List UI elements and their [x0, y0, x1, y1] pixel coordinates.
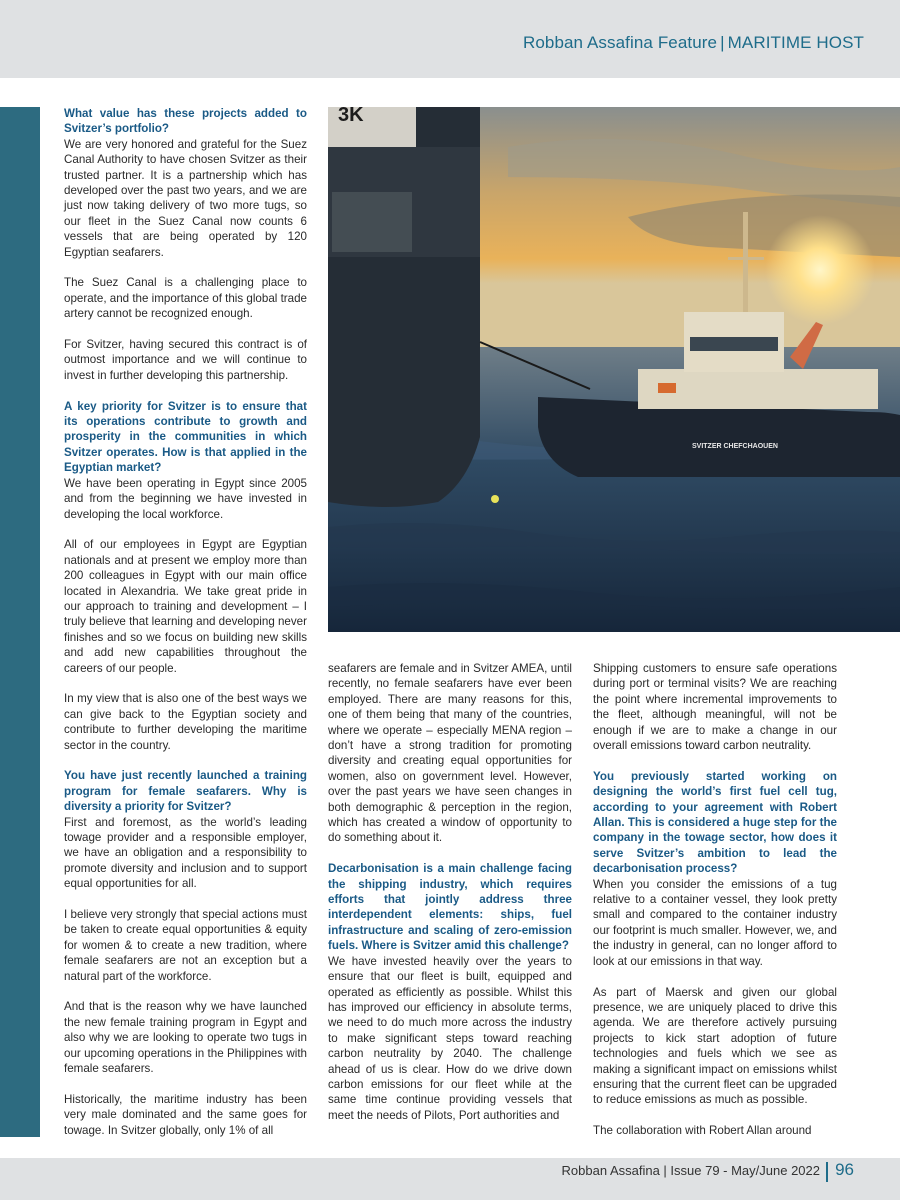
body-paragraph: In my view that is also one of the best ways we can give back to the Egyptian society and contribute to further developing the maritime sector in the country.: [64, 692, 307, 752]
body-paragraph: We are very honored and grateful for the Suez Canal Authority to have chosen Svitzer as their trusted partner. It is a partnership which has developed over the past two years, and we are just now taking delivery of two more tugs, so our fleet in the Suez Canal now counts 6 vessels that are being operated by 120 Egyptian seafarers.: [64, 137, 307, 259]
buoy-light: [491, 495, 499, 503]
body-paragraph: Historically, the maritime industry has been very male dominated and the same goes for towage. In Svitzer globally, only 1% of all: [64, 1092, 307, 1137]
body-paragraph: The Suez Canal is a challenging place to operate, and the importance of this global trade artery cannot be recognized enough.: [64, 276, 307, 321]
running-header: [523, 33, 864, 53]
tugboat-photo: [328, 107, 900, 632]
side-accent-bar: [0, 107, 40, 1137]
body-paragraph: We have invested heavily over the years to ensure that our fleet is built, equipped and operated as efficiently as possible. Whilst this has improved our efficiency in absolute terms, we need to do much more across the industry to make significant steps toward reaching carbon neutrality by 2040. The challenge ahead of us is clear. How do we drive down carbon emissions for our fleet while at the same time continue providing vessels that meet the needs of Pilots, Port authorities and: [328, 954, 572, 1122]
footer-divider: [826, 1162, 828, 1182]
question-heading: You previously started working on designing the world’s first fuel cell tug, according to your agreement with Robert Allan. This is considered a huge step for the company in the towage sector, how does it serve Svitzer’s ambition to lead the decarbonisation process?: [593, 769, 837, 876]
body-paragraph: When you consider the emissions of a tug relative to a container vessel, they look pretty small and compared to the container industry our footprint is much smaller. However, we, and the industry in general, can no longer afford to look at our emissions in that way.: [593, 877, 837, 968]
body-paragraph: seafarers are female and in Svitzer AMEA, until recently, no female seafarers have ever been employed. There are many reasons for this, one of them being that many of the countries, where we operate – especially MENA region – don’t have a strong tradition for promoting diversity and creating equal opportunities for women, also on government level. However, over the past years we have seen changes in both demographic & perception in the region, which has created a window of opportunity to do something about it.: [328, 662, 572, 845]
ship-marking: 3K: [338, 107, 364, 126]
page-number: 96: [835, 1160, 854, 1179]
body-paragraph: The collaboration with Robert Allan around: [593, 1124, 812, 1138]
tug-name: SVITZER CHEFCHAOUEN: [692, 443, 778, 450]
question-heading: Decarbonisation is a main challenge facing the shipping industry, which requires efforts that jointly address three interdependent elements: ships, fuel infrastructure and scaling of zero-emission fuels. Where is Svitzer amid this challenge?: [328, 862, 572, 953]
ship-railing: [332, 192, 412, 252]
body-paragraph: For Svitzer, having secured this contract is of outmost importance and we will continue to invest in further developing this partnership.: [64, 338, 307, 382]
tug-mast: [743, 212, 748, 312]
section-name: MARITIME HOST: [727, 33, 864, 52]
article-column-2: [328, 661, 572, 1139]
question-heading: What value has these projects added to Svitzer’s portfolio?: [64, 107, 307, 136]
tugboat-illustration: [328, 107, 900, 632]
sun: [765, 215, 875, 325]
body-paragraph: We have been operating in Egypt since 2005 and from the beginning we have invested in developing the local workforce.: [64, 476, 307, 521]
article-column-3: [593, 661, 837, 1154]
publication-name: Robban Assafina Feature: [522, 33, 718, 52]
body-paragraph: And that is the reason why we have launched the new female training program in Egypt and also why we are looking to operate two tugs in our upcoming operations in the Philippines with female seafarers.: [64, 1000, 307, 1076]
question-heading: A key priority for Svitzer is to ensure that its operations contribute to growth and prosperity in the communities in which Svitzer operates. How is that applied in the Egyptian market?: [64, 399, 307, 475]
tug-mast-arm: [728, 257, 764, 260]
tug-windows: [690, 337, 778, 351]
article-column-1: [64, 106, 307, 1153]
body-paragraph: I believe very strongly that special actions must be taken to create equal opportunities & equity for women & to create a new tradition, where female seafarers are not an exception but a natural part of the workforce.: [64, 908, 307, 983]
body-paragraph: Shipping customers to ensure safe operations during port or terminal visits? We are reaching the point where incremental improvements to the fleet, although meaningful, will not be enough if we are to make a change in our overall emissions toward carbon neutrality.: [593, 662, 837, 753]
body-paragraph: As part of Maersk and given our global presence, we are uniquely placed to drive this agenda. We are therefore actively pursuing projects to kick start adoption of future technologies and fuels which we see as making a significant impact on emissions whilst ensuring that the current fleet can be upgraded to reduce emissions as much as possible.: [593, 985, 837, 1107]
question-heading: You have just recently launched a training program for female seafarers. Why is diversity a priority for Svitzer?: [64, 769, 307, 814]
body-paragraph: All of our employees in Egypt are Egyptian nationals and at present we employ more than 200 colleagues in Egypt with our main office located in Alexandria. We take great pride in our approach to training and development – I truly believe that learning and developing never finishes and so we focus on building new skills and add new capabilities throughout the careers of our people.: [64, 538, 307, 675]
footer-credit: Robban Assafina | Issue 79 - May/June 2022: [561, 1163, 820, 1178]
life-ring: [658, 383, 676, 393]
header-divider: |: [720, 33, 725, 52]
body-paragraph: First and foremost, as the world’s leading towage provider and a responsible employer, we have an obligation and a responsibility to promote diversity and inclusion and to support equal opportunities for all.: [64, 815, 307, 891]
